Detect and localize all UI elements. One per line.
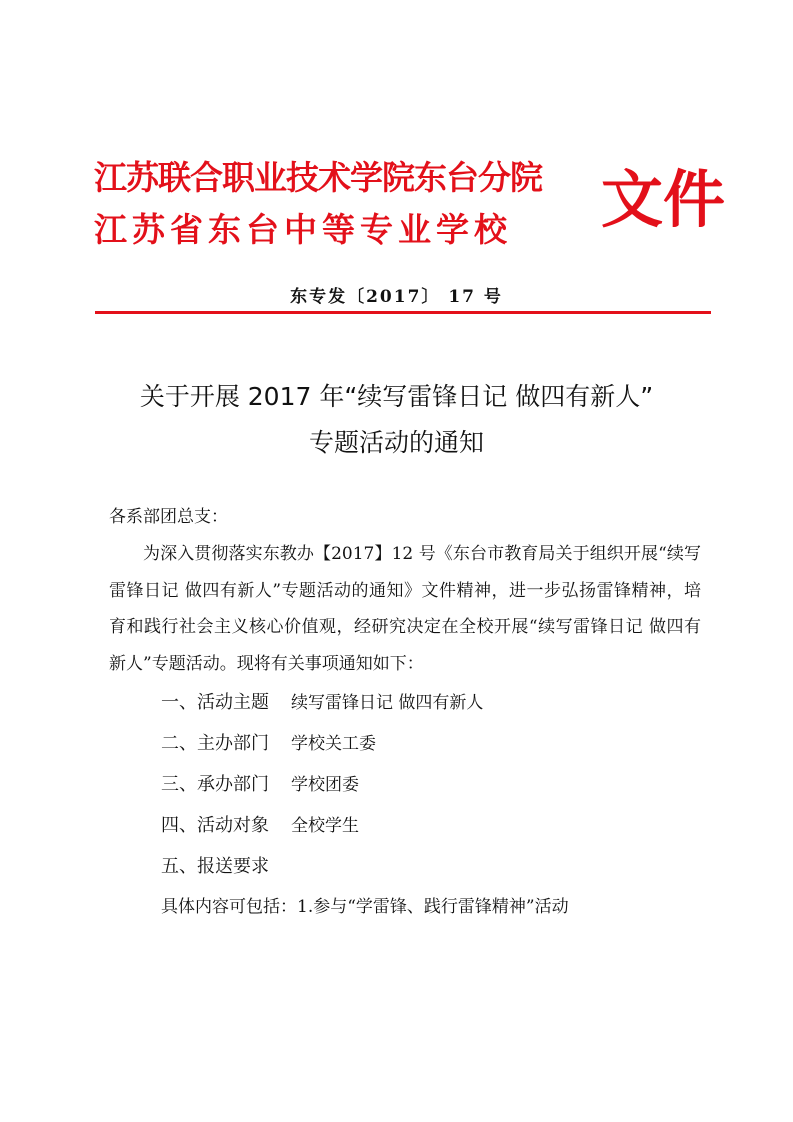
file-word: 文件 [601,163,726,236]
list-item [109,764,701,805]
issuer-line-2: 江苏省东台中等专业学校 [94,210,512,249]
item-value: 学校关工委 [291,734,376,754]
list-item [109,846,701,887]
intro-paragraph: 为深入贯彻落实东教办【2017】12 号《东台市教育局关于组织开展“续写雷锋日记 做四有新人”专题活动的通知》文件精神，进一步弘扬雷锋精神，培育和践行社会主义核心价值观，经研究决定在全校开展“续写雷锋日记 做四有新人”专题活动。现将有关事项通知如下： [109,544,701,674]
list-item [109,682,701,723]
item-label: 三、承办部门 [161,774,269,795]
item-label: 二、主办部门 [161,733,269,754]
item-value: 学校团委 [291,775,359,795]
item-label: 五、报送要求 [161,856,269,877]
salutation: 各系部团总支： [109,507,228,527]
item-label: 四、活动对象 [161,815,269,836]
red-divider [95,311,711,314]
item-label: 一、活动主题 [161,692,269,713]
title-line-2: 专题活动的通知 [308,428,484,457]
item-value: 续写雷锋日记 做四有新人 [291,693,484,713]
document-title [0,374,793,466]
document-body [109,498,701,927]
issuer-line-1: 江苏联合职业技术学院东台分院 [94,158,542,197]
list-item [109,723,701,764]
item-value: 全校学生 [291,816,359,836]
issuer-block [94,152,604,256]
title-line-1: 关于开展 2017 年“续写雷锋日记 做四有新人” [139,382,654,411]
document-number: 东专发〔2017〕 17 号 [290,287,503,307]
list-item [109,805,701,846]
content-line: 具体内容可包括：1.参与“学雷锋、践行雷锋精神”活动 [161,897,569,917]
